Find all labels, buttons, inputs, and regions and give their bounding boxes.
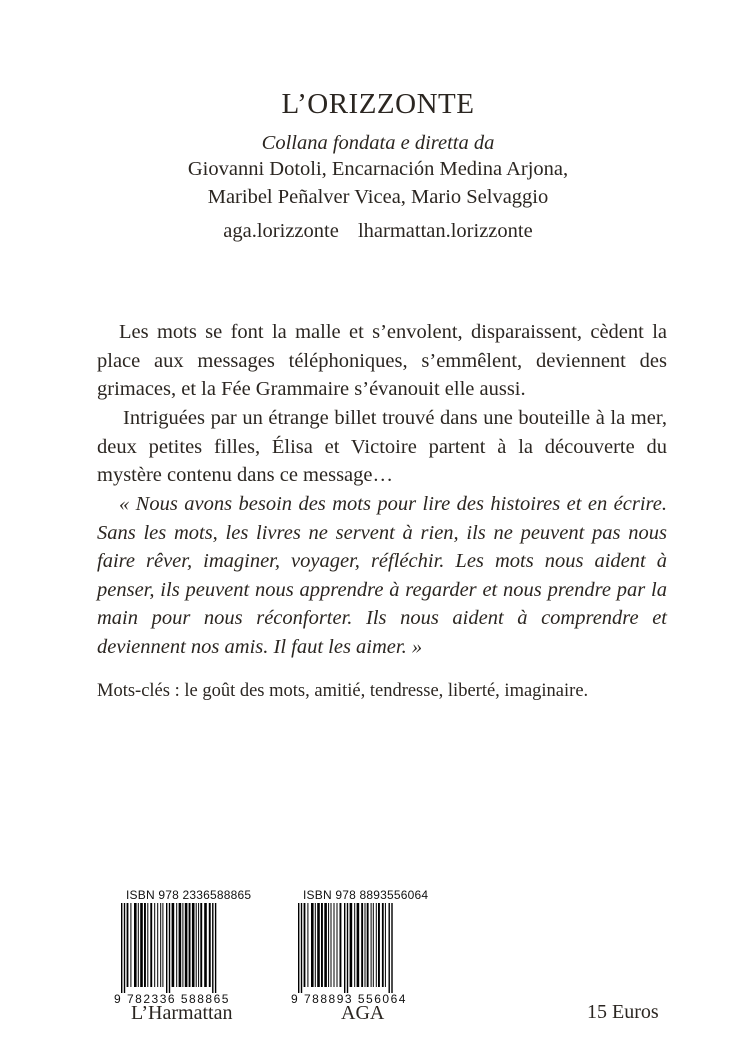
barcode-bar bbox=[365, 903, 366, 987]
barcode-bar bbox=[212, 903, 213, 993]
keywords-line: Mots-clés : le goût des mots, amitié, tendresse, liberté, imaginaire. bbox=[97, 681, 589, 701]
barcode-bar bbox=[324, 903, 327, 987]
barcode-bar bbox=[204, 903, 207, 987]
barcode-bar bbox=[192, 903, 195, 987]
blurb-paragraph-2: Intriguées par un étrange billet trouvé dans une bouteille à la mer, deux petites filles, Élisa et Victoire partent à la découverte du mystère contenu dans ce message… bbox=[97, 407, 667, 487]
barcode-bar bbox=[315, 903, 316, 987]
barcode-bar bbox=[382, 903, 384, 987]
price: 15 Euros bbox=[587, 1001, 659, 1023]
barcode-bar bbox=[172, 903, 175, 987]
barcode-bar bbox=[121, 903, 122, 993]
editors-line-1: Giovanni Dotoli, Encarnación Medina Arjona, bbox=[187, 158, 569, 180]
barcode-bar bbox=[321, 903, 323, 987]
barcode-bar bbox=[367, 903, 369, 987]
collana-line: Collana fondata e diretta da bbox=[261, 132, 495, 154]
barcode-bar bbox=[307, 903, 308, 987]
barcode-bar bbox=[311, 903, 314, 987]
barcode-bar bbox=[169, 903, 170, 993]
link-lharmattan[interactable]: lharmattan.lorizzonte bbox=[357, 220, 533, 242]
barcode-bar bbox=[334, 903, 335, 987]
barcode-bar bbox=[357, 903, 360, 987]
barcode-bar bbox=[304, 903, 306, 987]
editors-line-2: Maribel Peñalver Vicea, Mario Selvaggio bbox=[207, 186, 549, 208]
barcode-bar bbox=[344, 903, 345, 993]
publisher-label-2: AGA bbox=[341, 1002, 385, 1024]
link-aga[interactable]: aga.lorizzonte bbox=[223, 220, 339, 242]
barcode-bar bbox=[337, 903, 338, 987]
barcode-bar bbox=[350, 903, 353, 987]
barcode-bar bbox=[162, 903, 163, 987]
barcode-bar bbox=[189, 903, 191, 987]
barcode-bar bbox=[182, 903, 183, 987]
barcode-bar bbox=[376, 903, 377, 987]
barcode-bar bbox=[209, 903, 211, 987]
barcode-bar bbox=[347, 903, 348, 993]
barcode-bar bbox=[127, 903, 129, 987]
barcode-bar bbox=[215, 903, 216, 993]
barcode-bar bbox=[160, 903, 161, 987]
barcode-bar bbox=[378, 903, 380, 987]
barcode-bar bbox=[150, 903, 152, 987]
barcode-bar bbox=[389, 903, 390, 993]
barcode-bar bbox=[130, 903, 131, 987]
barcode-bar bbox=[196, 903, 197, 987]
barcode-bar bbox=[385, 903, 386, 987]
barcode-bar bbox=[298, 903, 299, 993]
barcode-bar bbox=[340, 903, 342, 987]
publisher-label-1: L’Harmattan bbox=[131, 1002, 233, 1024]
barcode-bar bbox=[198, 903, 199, 987]
barcode-1 bbox=[119, 903, 269, 993]
barcode-bar bbox=[301, 903, 302, 993]
series-links bbox=[0, 220, 756, 243]
barcode-bar bbox=[317, 903, 320, 987]
blurb-paragraph-1: Les mots se font la malle et s’envolent, disparaissent, cèdent la place aux messages téléphoniques, s’emmêlent, deviennent des grimaces, et la Fée Grammaire s’évanouit elle aussi. bbox=[97, 321, 667, 401]
barcode-bar bbox=[373, 903, 374, 987]
barcode-bar bbox=[144, 903, 146, 987]
barcode-bar bbox=[371, 903, 372, 987]
barcode-bar bbox=[124, 903, 125, 993]
barcode-digits-2: 9 788893 556064 bbox=[291, 992, 407, 1006]
barcode-bar bbox=[147, 903, 148, 987]
barcode-bar bbox=[391, 903, 392, 993]
isbn-label-2: ISBN 978 8893556064 bbox=[303, 888, 429, 902]
barcode-bar bbox=[140, 903, 143, 987]
barcode-digits-1: 9 782336 588865 bbox=[114, 992, 230, 1006]
barcode-bar bbox=[179, 903, 182, 987]
blurb-quote: « Nous avons besoin des mots pour lire des histoires et en écrire. Sans les mots, les livres ne servent à rien, ils ne peuvent pas nous faire rêver, imaginer, voyager, réfléchir. Les mots nous aident à penser, ils peuvent nous apprendre à regarder et nous prendre par la main pour nous réconforter. Ils nous aident à comprendre et deviennent nos amis. Il faut les aimer. » bbox=[97, 493, 667, 658]
barcode-bar bbox=[361, 903, 363, 987]
series-title: L’ORIZZONTE bbox=[281, 88, 475, 120]
barcode-bar bbox=[354, 903, 355, 987]
barcode-bar bbox=[138, 903, 139, 987]
barcode-bar bbox=[331, 903, 332, 987]
barcode-bar bbox=[166, 903, 167, 993]
barcode-bar bbox=[200, 903, 202, 987]
barcode-bar bbox=[176, 903, 177, 987]
isbn-label-1: ISBN 978 2336588865 bbox=[126, 888, 252, 902]
barcode-bar bbox=[185, 903, 188, 987]
barcode-2 bbox=[296, 903, 446, 993]
barcode-bar bbox=[134, 903, 137, 987]
barcode-bar bbox=[154, 903, 155, 987]
barcode-bar bbox=[157, 903, 158, 987]
barcode-bar bbox=[328, 903, 329, 987]
